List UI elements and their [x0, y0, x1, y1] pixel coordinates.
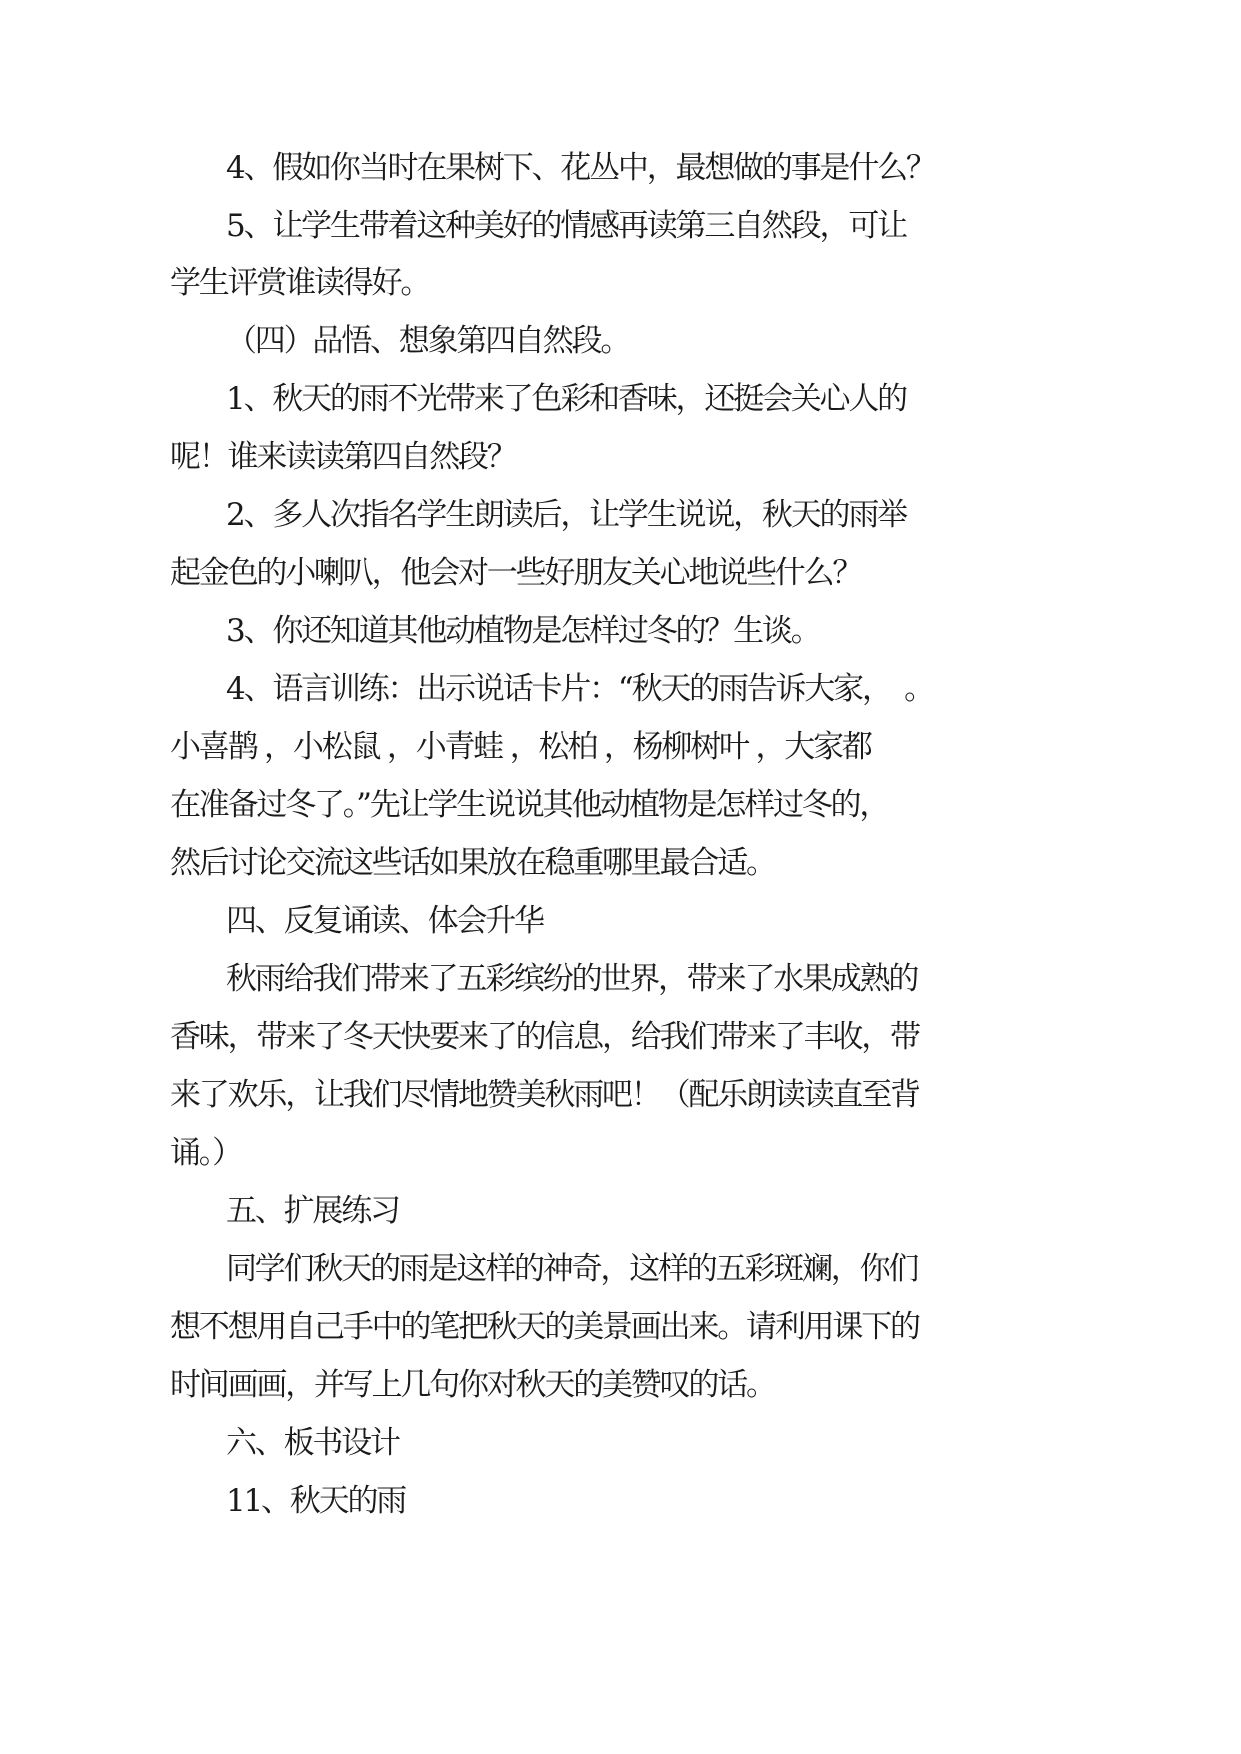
text-line: 呢！谁来读读第四自然段？: [170, 439, 516, 475]
text-line: 想不想用自己手中的笔把秋天的美景画出来。请利用课下的: [170, 1309, 919, 1345]
text-line: 1、秋天的雨不光带来了色彩和香味，还挺会关心人的: [226, 381, 906, 417]
text-line: 起金色的小喇叭，他会对一些好朋友关心地说些什么？: [170, 555, 862, 591]
text-line: 同学们秋天的雨是这样的神奇，这样的五彩斑斓，你们: [226, 1251, 918, 1287]
text-line: 香味，带来了冬天快要来了的信息，给我们带来了丰收，带: [170, 1019, 919, 1055]
text-line: 3、你还知道其他动植物是怎样过冬的？生谈。: [226, 613, 820, 649]
text-line: 来了欢乐，让我们尽情地赞美秋雨吧！（配乐朗读读直至背: [170, 1077, 919, 1113]
text-line: 4、假如你当时在果树下、花丛中，最想做的事是什么？: [226, 150, 935, 186]
text-line: 四、反复诵读、体会升华: [226, 903, 543, 939]
text-line: 六、板书设计: [226, 1425, 399, 1461]
text-line: （四）品悟、想象第四自然段。: [226, 323, 630, 359]
text-line: 2、多人次指名学生朗读后，让学生说说，秋天的雨举: [226, 497, 906, 533]
text-line: 4、语言训练：出示说话卡片：“秋天的雨告诉大家， 。: [226, 671, 933, 707]
text-line: 诵。）: [170, 1135, 241, 1171]
text-line: 5、让学生带着这种美好的情感再读第三自然段，可让: [226, 208, 906, 244]
text-line: 在准备过冬了。”先让学生说说其他动植物是怎样过冬的，: [170, 787, 889, 823]
text-line: 然后讨论交流这些话如果放在稳重哪里最合适。: [170, 845, 775, 881]
text-line: 时间画画，并写上几句你对秋天的美赞叹的话。: [170, 1367, 775, 1403]
text-line: 学生评赏谁读得好。: [170, 265, 430, 301]
text-line: 五、扩展练习: [226, 1193, 399, 1229]
text-line: 秋雨给我们带来了五彩缤纷的世界，带来了水果成熟的: [226, 961, 918, 997]
text-line: 小喜鹊 ，小松鼠 ，小青蛙 ，松柏 ，杨柳树叶 ，大家都: [170, 729, 871, 765]
text-line: 11、秋天的雨: [226, 1483, 406, 1519]
